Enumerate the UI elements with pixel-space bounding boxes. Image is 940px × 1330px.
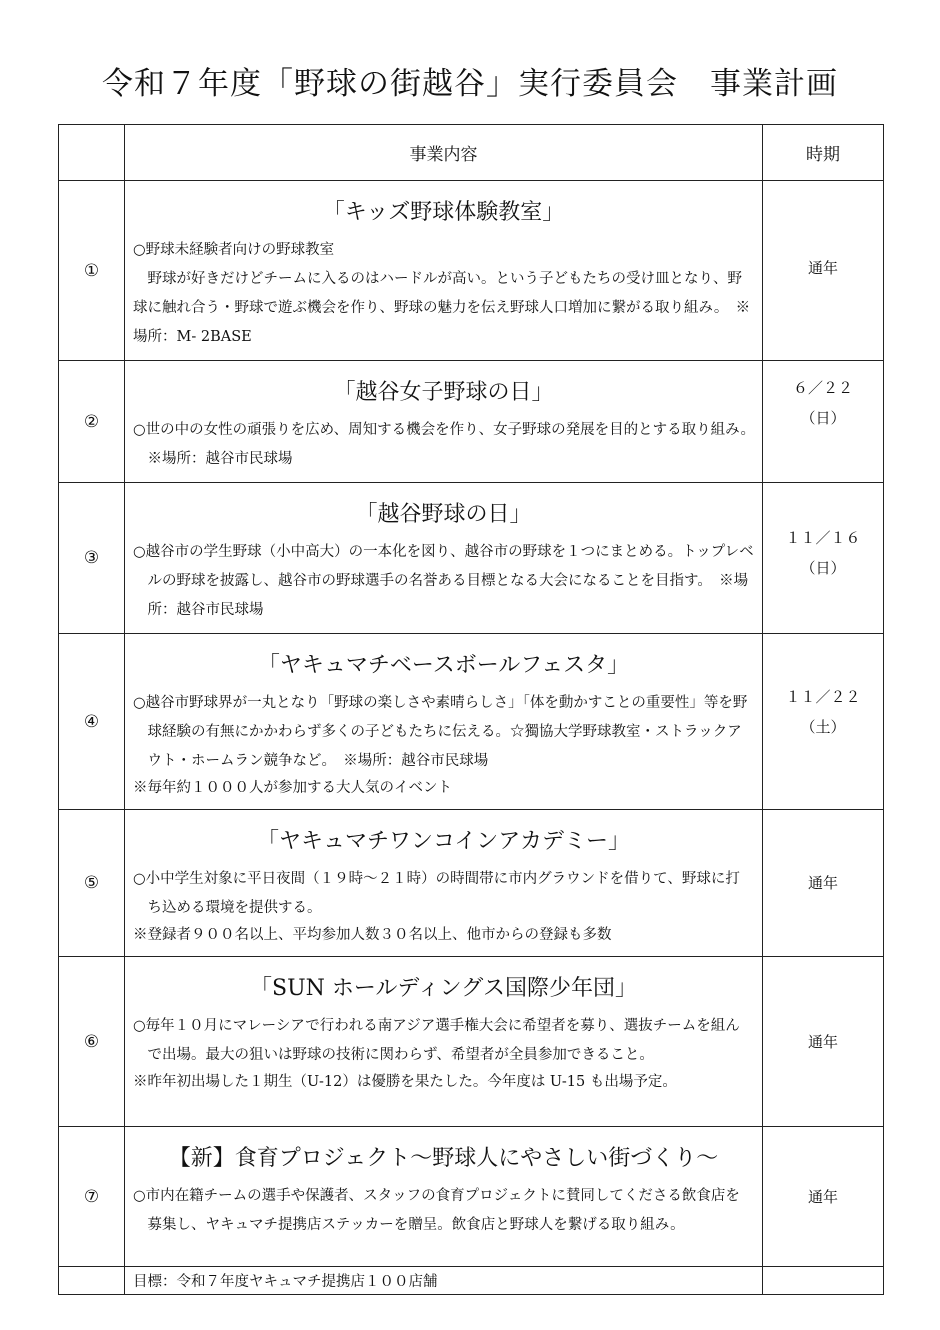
table-row xyxy=(59,361,884,483)
row-period xyxy=(763,810,884,957)
item-title: 「SUN ホールディングス国際少年団」 xyxy=(250,976,637,1001)
row-content xyxy=(125,1127,763,1267)
period-date: 通年 xyxy=(807,874,838,892)
item-title: 「キッズ野球体験教室」 xyxy=(322,200,565,225)
period-day: （日） xyxy=(800,409,846,427)
table-row xyxy=(59,1127,884,1267)
item-detail: 野球が好きだけどチームに入るのはハードルが高い。という子どもたちの受け皿となり、野球に触れ合う・野球で遊ぶ機会を作り、野球の魅力を伝え野球人口増加に繋がる取り組み。 ※場所：M- 2BASE xyxy=(133,271,751,345)
row-number: ① xyxy=(59,181,125,361)
item-description: ○越谷市の学生野球（小中高大）の一本化を図り、越谷市の野球を１つにまとめる。トップレベルの野球を披露し、越谷市の野球選手の名誉ある目標となる大会になることを目指す。 ※場所：越谷市民球場 xyxy=(133,544,754,618)
item-description: ○世の中の女性の頑張りを広め、周知する機会を作り、女子野球の発展を目的とする取り組み。 ※場所：越谷市民球場 xyxy=(133,422,763,467)
header-number xyxy=(59,125,125,181)
item-description: ○小中学生対象に平日夜間（１９時～２１時）の時間帯に市内グラウンドを借りて、野球に打ち込める環境を提供する。 xyxy=(133,871,740,916)
row-number: ③ xyxy=(59,483,125,634)
header-period: 時期 xyxy=(763,125,884,181)
goal-period-cell xyxy=(763,1267,884,1295)
row-period xyxy=(763,181,884,361)
period-date: 通年 xyxy=(807,259,838,277)
item-title: 「ヤキュマチベースボールフェスタ」 xyxy=(257,653,630,678)
item-note: ※登録者９００名以上、平均参加人数３０名以上、他市からの登録も多数 xyxy=(133,927,612,943)
table-header-row xyxy=(59,125,884,181)
row-content xyxy=(125,634,763,810)
goal-text: 目標：令和７年度ヤキュマチ提携店１００店舗 xyxy=(125,1267,763,1295)
table-row xyxy=(59,634,884,810)
table-row xyxy=(59,957,884,1127)
item-title: 【新】食育プロジェクト～野球人にやさしい街づくり～ xyxy=(168,1146,719,1171)
row-period xyxy=(763,634,884,810)
row-content xyxy=(125,361,763,483)
row-period xyxy=(763,1127,884,1267)
period-date: ６／２２ xyxy=(792,379,853,397)
table-row xyxy=(59,810,884,957)
row-content xyxy=(125,957,763,1127)
row-number: ⑥ xyxy=(59,957,125,1127)
business-plan-table xyxy=(58,124,884,1295)
goal-number-cell xyxy=(59,1267,125,1295)
item-title: 「越谷野球の日」 xyxy=(355,502,532,527)
page-title: 令和７年度「野球の街越谷」実行委員会 事業計画 xyxy=(102,66,838,102)
period-date: １１／２２ xyxy=(785,688,861,706)
item-note: ※昨年初出場した１期生（U-12）は優勝を果たした。今年度は U-15 も出場予定。 xyxy=(133,1074,677,1090)
table-row xyxy=(59,181,884,361)
row-period xyxy=(763,361,884,483)
header-content: 事業内容 xyxy=(125,125,763,181)
row-content xyxy=(125,181,763,361)
item-title: 「越谷女子野球の日」 xyxy=(333,380,554,405)
period-day: （日） xyxy=(800,559,846,577)
row-number: ④ xyxy=(59,634,125,810)
period-date: １１／１６ xyxy=(785,529,861,547)
period-day: （土） xyxy=(800,718,846,736)
row-period xyxy=(763,957,884,1127)
row-number: ② xyxy=(59,361,125,483)
item-note: ※毎年約１０００人が参加する大人気のイベント xyxy=(133,780,452,796)
row-number: ⑦ xyxy=(59,1127,125,1267)
item-description: ○市内在籍チームの選手や保護者、スタッフの食育プロジェクトに賛同してくださる飲食店を募集し、ヤキュマチ提携店ステッカーを贈呈。飲食店と野球人を繋げる取り組み。 xyxy=(133,1188,740,1233)
row-number: ⑤ xyxy=(59,810,125,957)
item-description: ○毎年１０月にマレーシアで行われる南アジア選手権大会に希望者を募り、選抜チームを組んで出場。最大の狙いは野球の技術に関わらず、希望者が全員参加できること。 xyxy=(133,1018,740,1063)
goal-row xyxy=(59,1267,884,1295)
period-date: 通年 xyxy=(807,1032,838,1051)
item-description: ○野球未経験者向けの野球教室 xyxy=(133,242,335,258)
period-date: 通年 xyxy=(807,1187,838,1206)
item-title: 「ヤキュマチワンコインアカデミー」 xyxy=(256,829,631,854)
row-content xyxy=(125,810,763,957)
row-period xyxy=(763,483,884,634)
row-content xyxy=(125,483,763,634)
item-description: ○越谷市野球界が一丸となり「野球の楽しさや素晴らしさ」「体を動かすことの重要性」等を野球経験の有無にかかわらず多くの子どもたちに伝える。☆獨協大学野球教室・ストラックアウト・ホームラン競争など。 ※場所：越谷市民球場 xyxy=(133,695,748,769)
table-row xyxy=(59,483,884,634)
